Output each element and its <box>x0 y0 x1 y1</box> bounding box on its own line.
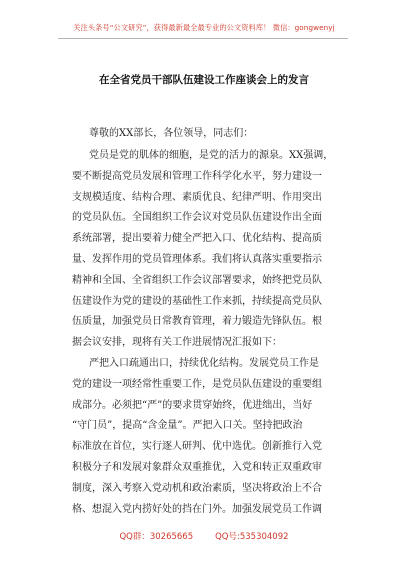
qq-number-label: QQ号: <box>215 532 240 542</box>
document-body <box>72 146 352 520</box>
qq-number-value: 535304092 <box>239 532 289 542</box>
body-line: 成部分。必须把“严”的要求贯穿始终，优进绌出，当好 <box>72 399 313 411</box>
body-line: 严把入口疏通出口，持续优化结构。发展党员工作是 <box>89 357 319 369</box>
body-line: 标准放在首位，实行逐人研判、优中选优。创新推行入党 <box>72 441 322 453</box>
body-line: 制度，深入考察入党动机和政治素质，坚决将政治上不合 <box>72 482 322 494</box>
body-line: 伍建设作为党的建设的基础性工作来抓，持续提高党员队 <box>72 295 322 307</box>
qq-group-number: 30265665 <box>149 532 194 542</box>
body-line: 支规模适度、结构合理、素质优良、纪律严明、作用突出 <box>72 191 322 203</box>
header-divider <box>58 38 348 39</box>
body-line: 精神和全国、全省组织工作会议部署要求，始终把党员队 <box>72 274 322 286</box>
body-line: 伍质量，加强党员日常教育管理，着力锻造先锋队伍。根 <box>72 316 322 328</box>
body-line: 格、想混入党内捞好处的挡在门外。加强发展党员工作调 <box>72 503 322 515</box>
document-title: 在全省党员干部队伍建设工作座谈会上的发言 <box>99 74 309 86</box>
qq-group-label: QQ群： <box>119 532 150 542</box>
body-line: 的党员队伍。全国组织工作会议对党员队伍建设作出全面 <box>72 212 322 224</box>
body-line: 量、发挥作用的党员管理体系。我们将认真落实重要指示 <box>72 253 322 265</box>
header-banner: 关注头条号“公文研究”，获得最新最全最专业的公文资料库！ 微信：gongwenyj <box>73 23 335 32</box>
salutation: 尊敬的XX部长，各位领导，同志们： <box>89 128 254 139</box>
footer-contacts <box>0 530 408 542</box>
body-line: 党的建设一项经常性重要工作，是党员队伍建设的重要组 <box>72 378 322 390</box>
body-line: 系统部署，提出要着力健全严把入口、优化结构、提高质 <box>72 233 322 245</box>
body-line: 积极分子和发展对象群众双重推优，入党和转正双重政审 <box>72 461 322 473</box>
body-line: 党员是党的肌体的细胞，是党的活力的源泉。XX强调， <box>89 150 334 161</box>
body-line: 要不断提高党员发展和管理工作科学化水平，努力建设一 <box>72 170 322 182</box>
body-line: “守门员”，提高“含金量”。严把入口关。坚持把政治 <box>72 420 303 432</box>
body-line: 据会议安排，现将有关工作进展情况汇报如下： <box>72 337 282 349</box>
